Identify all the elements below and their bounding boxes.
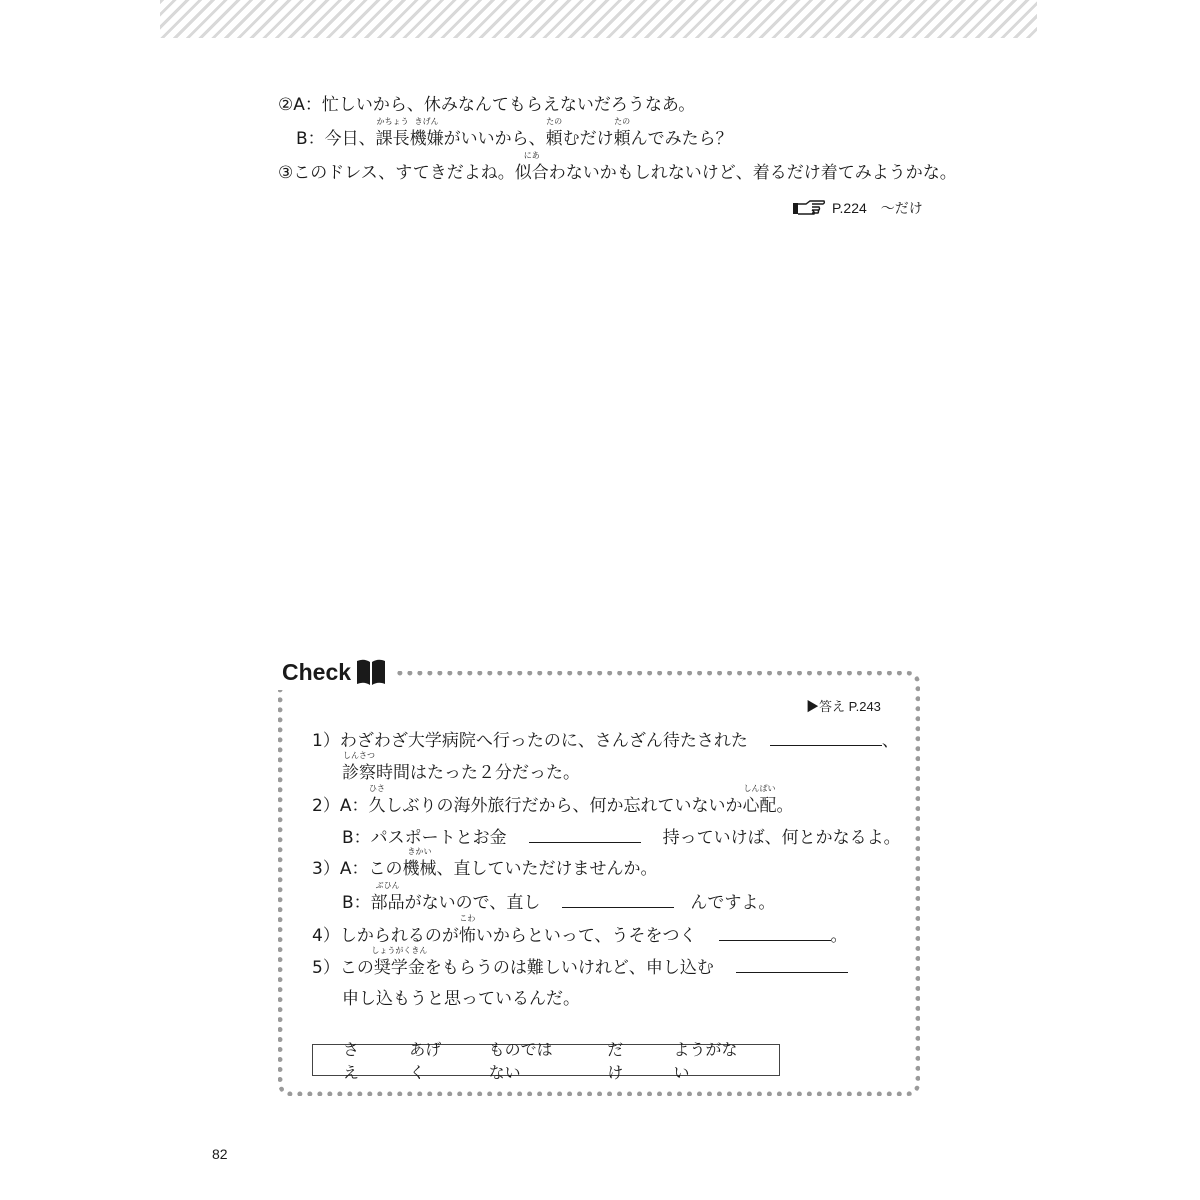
ruby-word: ひさ 久 [368,784,386,816]
ruby-word: しんさつ 診察 [342,751,376,783]
question-5-line-2: 申し込もうと思っているんだ。 [342,989,580,1009]
ruby-word: しょうがくきん 奨学金 [371,946,428,978]
example-2-a: ②A：忙しいから、休みなんてもらえないだろうなあ。 [278,95,696,115]
choice-item: だけ [607,1040,624,1082]
ruby-word: にあ 似合 [514,151,549,183]
ruby-word: こわ 怖 [458,914,476,946]
question-5-line-1: 5）この しょうがくきん 奨学金をもらうのは難しいけれど、申し込む [312,956,848,979]
ruby-word: きげん 機嫌 [409,117,444,149]
word-choices-box [312,1040,780,1082]
answer-blank[interactable] [736,956,848,973]
choice-item: ものではない [488,1040,553,1082]
choice-item: あげく [409,1040,442,1082]
question-1-line-1: 1）わざわざ大学病院へ行ったのに、さんざん待たされた 、 [312,731,899,751]
ruby-word: たの 頼 [613,117,631,149]
grammar-reference: P.224 ～だけ [792,198,923,218]
ruby-word: きかい 機械 [402,847,437,879]
page-number: 82 [212,1146,228,1162]
question-1-line-2: しんさつ 診察時間はたった２分だった。 [342,751,580,783]
pointing-hand-icon [792,200,826,216]
answer-blank[interactable] [562,891,674,908]
question-4: 4）しかられるのが こわ 怖いからといって、うそをつく 。 [312,914,848,946]
ruby-word: ぶひん 部品 [370,881,405,913]
answer-blank[interactable] [770,729,882,746]
check-title: Check [278,654,395,690]
question-3-line-1: 3）A：この きかい 機械、直していただけませんか。 [312,847,658,879]
answer-blank[interactable] [529,826,641,843]
header-stripe-bar [160,0,1037,38]
choice-item: さえ [343,1040,360,1082]
ruby-word: かちょう 課長 [375,117,410,149]
question-2-line-1: 2）A： ひさ 久しぶりの海外旅行だから、何か忘れていないか しんぱい 心配。 [312,784,794,816]
example-2-b: B：今日、 かちょう 課長 きげん 機嫌がいいから、 たの 頼むだけ たの 頼んでみたら？ [296,117,733,149]
answer-blank[interactable] [719,924,831,941]
open-book-icon [355,657,387,687]
answer-reference: ▶答え P.243 [806,699,881,714]
question-3-line-2: B： ぶひん 部品がないので、直し んですよ。 [342,881,776,913]
ruby-word: たの 頼 [545,117,563,149]
ruby-word: しんぱい 心配 [742,784,777,816]
choice-item: ようがない [673,1040,738,1082]
question-2-line-2: B：パスポートとお金 持っていけば、何とかなるよ。 [342,828,901,848]
example-3: ③このドレス、すてきだよね。 にあ 似合わないかもしれないけど、着るだけ着てみようかな。 [278,151,957,183]
